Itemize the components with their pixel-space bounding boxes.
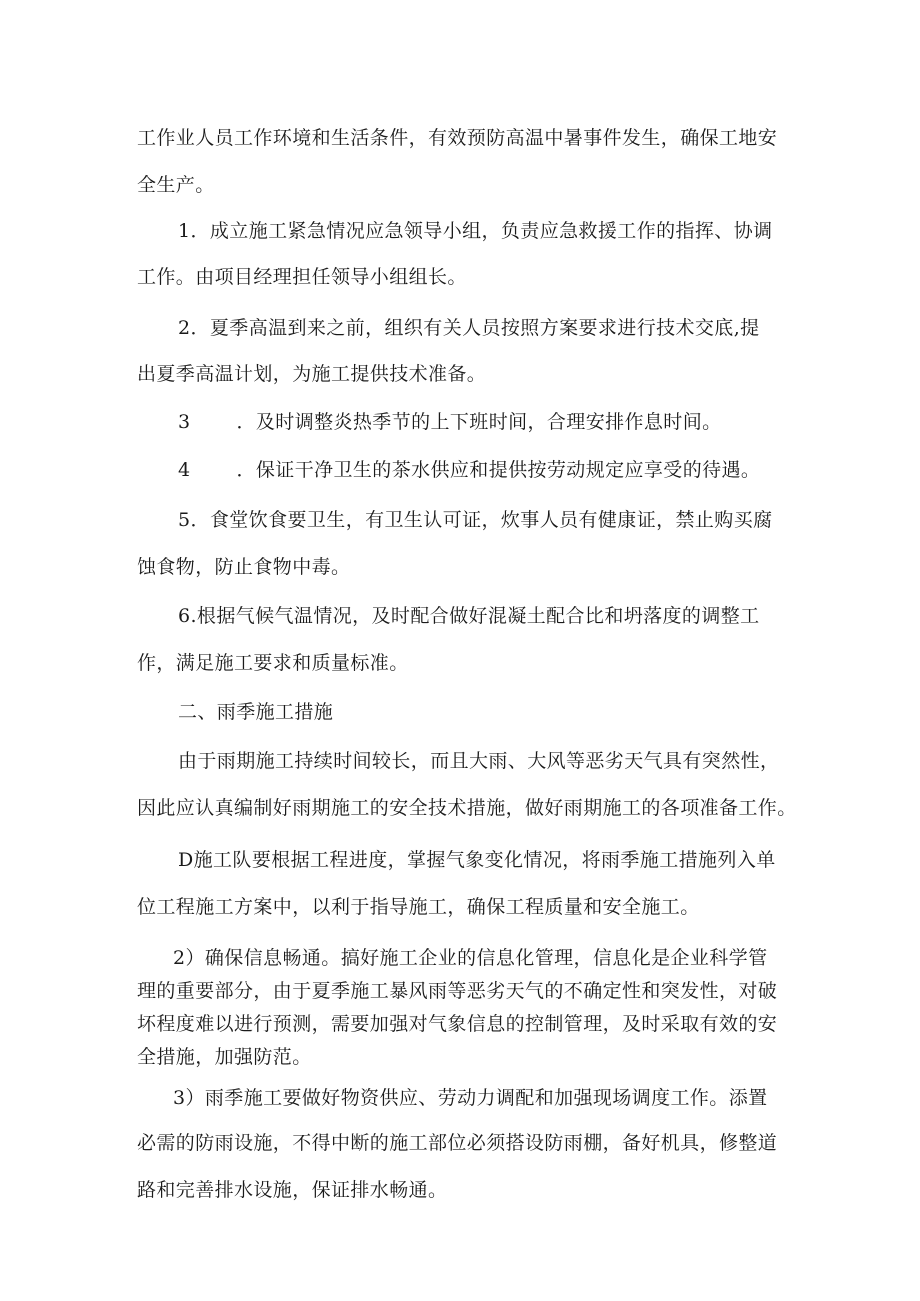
list-item-6-line: 6.根据气候气温情况，及时配合做好混凝土配合比和坍落度的调整工: [178, 605, 760, 627]
body-line: 全措施，加强防范。: [137, 1046, 312, 1068]
list-item-3-text: ．及时调整炎热季节的上下班时间，合理安排作息时间。: [236, 411, 722, 433]
list-item-3-line: [178, 410, 722, 434]
body-line: 必需的防雨设施，不得中断的施工部位必须搭设防雨棚，备好机具，修整道: [137, 1132, 778, 1154]
list-item-2-line: 出夏季高温计划，为施工提供技术准备。: [137, 363, 487, 385]
body-line: 3）雨季施工要做好物资供应、劳动力调配和加强现场调度工作。添置: [173, 1087, 768, 1109]
section-heading: 二、雨季施工措施: [178, 701, 334, 723]
list-item-4-text: ．保证干净卫生的茶水供应和提供按劳动规定应享受的待遇。: [236, 459, 761, 481]
list-item-3-number: 3: [178, 411, 191, 433]
body-line: 位工程施工方案中，以利于指导施工，确保工程质量和安全施工。: [137, 896, 700, 918]
list-item-4-line: [178, 458, 760, 482]
body-line: D施工队要根据工程进度，掌握气象变化情况，将雨季施工措施列入单: [178, 849, 776, 871]
list-item-2-line: 2．夏季高温到来之前，组织有关人员按照方案要求进行技术交底,提: [178, 317, 760, 339]
list-item-5-line: 5．食堂饮食要卫生，有卫生认可证，炊事人员有健康证，禁止购买腐: [178, 509, 773, 531]
body-line: 2）确保信息畅通。搞好施工企业的信息化管理，信息化是企业科学管: [173, 947, 768, 969]
body-line: 工作业人员工作环境和生活条件，有效预防高温中暑事件发生，确保工地安: [137, 127, 778, 149]
body-line: 路和完善排水设施，保证排水畅通。: [137, 1179, 448, 1201]
list-item-4-number: 4: [178, 459, 191, 481]
list-item-6-line: 作，满足施工要求和质量标准。: [137, 652, 409, 674]
body-line: 坏程度难以进行预测，需要加强对气象信息的控制管理，及时采取有效的安: [137, 1013, 778, 1035]
list-item-1-line: 1．成立施工紧急情况应急领导小组，负责应急救援工作的指挥、协调: [178, 220, 773, 242]
body-line: 因此应认真编制好雨期施工的安全技术措施，做好雨期施工的各项准备工作。: [137, 797, 797, 819]
body-line: 由于雨期施工持续时间较长，而且大雨、大风等恶劣天气具有突然性，: [178, 750, 780, 772]
list-item-5-line: 蚀食物，防止食物中毒。: [137, 556, 351, 578]
list-item-1-line: 工作。由项目经理担任领导小组组长。: [137, 266, 467, 288]
body-line: 理的重要部分，由于夏季施工暴风雨等恶劣天气的不确定性和突发性，对破: [137, 980, 778, 1002]
body-line: 全生产。: [137, 174, 215, 196]
